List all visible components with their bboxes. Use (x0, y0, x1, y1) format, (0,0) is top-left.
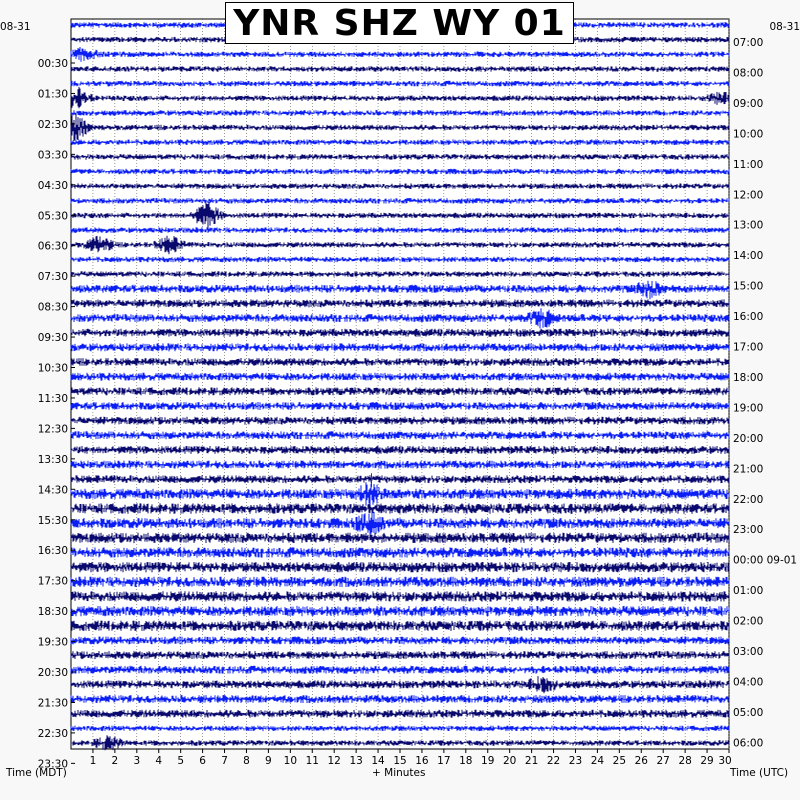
x-tick-label: 17 (437, 755, 451, 767)
x-tick-label: 3 (133, 755, 141, 767)
right-time-label: 00:00 09-01 (733, 554, 798, 567)
left-time-label: 19:30 (37, 636, 68, 649)
x-tick-label: 19 (481, 755, 495, 767)
x-axis-label-right: Time (UTC) (730, 767, 789, 779)
right-time-label: 19:00 (733, 402, 764, 415)
x-tick-label: 25 (612, 755, 627, 767)
x-axis-label-left: Time (MDT) (6, 767, 67, 779)
right-time-label: 21:00 (733, 463, 764, 476)
left-time-label: 12:30 (37, 423, 68, 436)
left-time-label: 15:30 (37, 514, 68, 527)
x-tick-label: 13 (349, 755, 363, 767)
left-time-label: 17:30 (37, 575, 68, 588)
right-time-label: 07:00 (733, 37, 764, 49)
x-tick-label: 6 (199, 755, 206, 767)
x-tick-label: 11 (305, 755, 319, 767)
left-time-label: 04:30 (37, 179, 68, 192)
x-tick-label: 10 (283, 755, 298, 767)
x-tick-label: 30 (718, 755, 732, 767)
left-time-label: 10:30 (37, 362, 68, 375)
x-tick-label: 15 (393, 755, 407, 767)
left-time-label: 20:30 (37, 667, 68, 679)
x-tick-label: 12 (327, 755, 341, 767)
x-tick-label: 28 (678, 755, 692, 767)
x-tick-label: 24 (590, 755, 605, 767)
x-tick-label: 7 (221, 755, 228, 767)
right-time-label: 01:00 (733, 585, 764, 598)
left-time-label: 06:30 (37, 240, 68, 253)
left-time-label: 07:30 (37, 271, 68, 284)
left-time-label: 08:30 (37, 301, 68, 314)
x-tick-label: 27 (656, 755, 670, 767)
x-tick-label: 16 (415, 755, 429, 767)
right-time-label: 23:00 (733, 524, 764, 537)
x-tick-label: 29 (700, 755, 714, 767)
left-time-label: 03:30 (37, 149, 68, 162)
right-time-label: 03:00 (733, 646, 764, 658)
right-time-label: 22:00 (733, 493, 764, 506)
chart-title: YNR SHZ WY 01 (225, 2, 574, 44)
right-time-label: 11:00 (733, 158, 764, 171)
date-right: 08-31 (769, 21, 800, 33)
left-time-label: 00:30 (37, 58, 68, 70)
x-tick-label: 26 (634, 755, 648, 767)
right-time-label: 20:00 (733, 432, 764, 445)
right-time-label: 02:00 (733, 615, 764, 628)
x-axis-label-center: + Minutes (372, 767, 426, 779)
right-time-label: 12:00 (733, 189, 764, 202)
left-time-label: 02:30 (37, 118, 68, 131)
right-time-label: 09:00 (733, 97, 764, 110)
left-time-label: 18:30 (37, 606, 68, 619)
x-tick-label: 21 (524, 755, 539, 767)
right-time-label: 05:00 (733, 706, 764, 719)
x-tick-label: 5 (177, 755, 185, 767)
left-time-label: 16:30 (37, 545, 68, 558)
x-tick-label: 8 (243, 755, 250, 767)
x-tick-label: 1 (89, 755, 97, 767)
x-tick-label: 20 (502, 755, 517, 767)
left-time-label: 13:30 (37, 453, 68, 466)
x-tick-label: 14 (371, 755, 385, 767)
right-time-label: 16:00 (733, 311, 764, 324)
right-time-label: 08:00 (733, 67, 764, 80)
right-time-label: 10:00 (733, 128, 764, 141)
x-tick-label: 18 (459, 755, 473, 767)
x-tick-label: 9 (265, 755, 272, 767)
x-tick-label: 23 (568, 755, 583, 767)
right-time-label: 06:00 (733, 737, 764, 750)
left-time-label: 05:30 (37, 210, 68, 223)
x-tick-label: 22 (546, 755, 561, 767)
left-time-label: 22:30 (37, 727, 68, 740)
left-time-label: 23:30 (37, 758, 68, 771)
date-left: 08-31 (0, 21, 31, 33)
right-time-label: 17:00 (733, 341, 764, 354)
x-tick-label: 2 (111, 755, 119, 767)
left-time-label: 01:30 (37, 88, 68, 101)
right-time-label: 15:00 (733, 280, 764, 293)
right-time-label: 14:00 (733, 250, 764, 263)
right-time-label: 13:00 (733, 219, 764, 232)
left-time-label: 21:30 (37, 697, 68, 710)
left-time-label: 09:30 (37, 332, 68, 345)
right-time-label: 04:00 (733, 676, 764, 689)
left-time-label: 11:30 (37, 392, 68, 405)
x-tick-label: 4 (155, 755, 163, 767)
left-time-label: 14:30 (37, 484, 68, 497)
right-time-label: 18:00 (733, 371, 764, 384)
